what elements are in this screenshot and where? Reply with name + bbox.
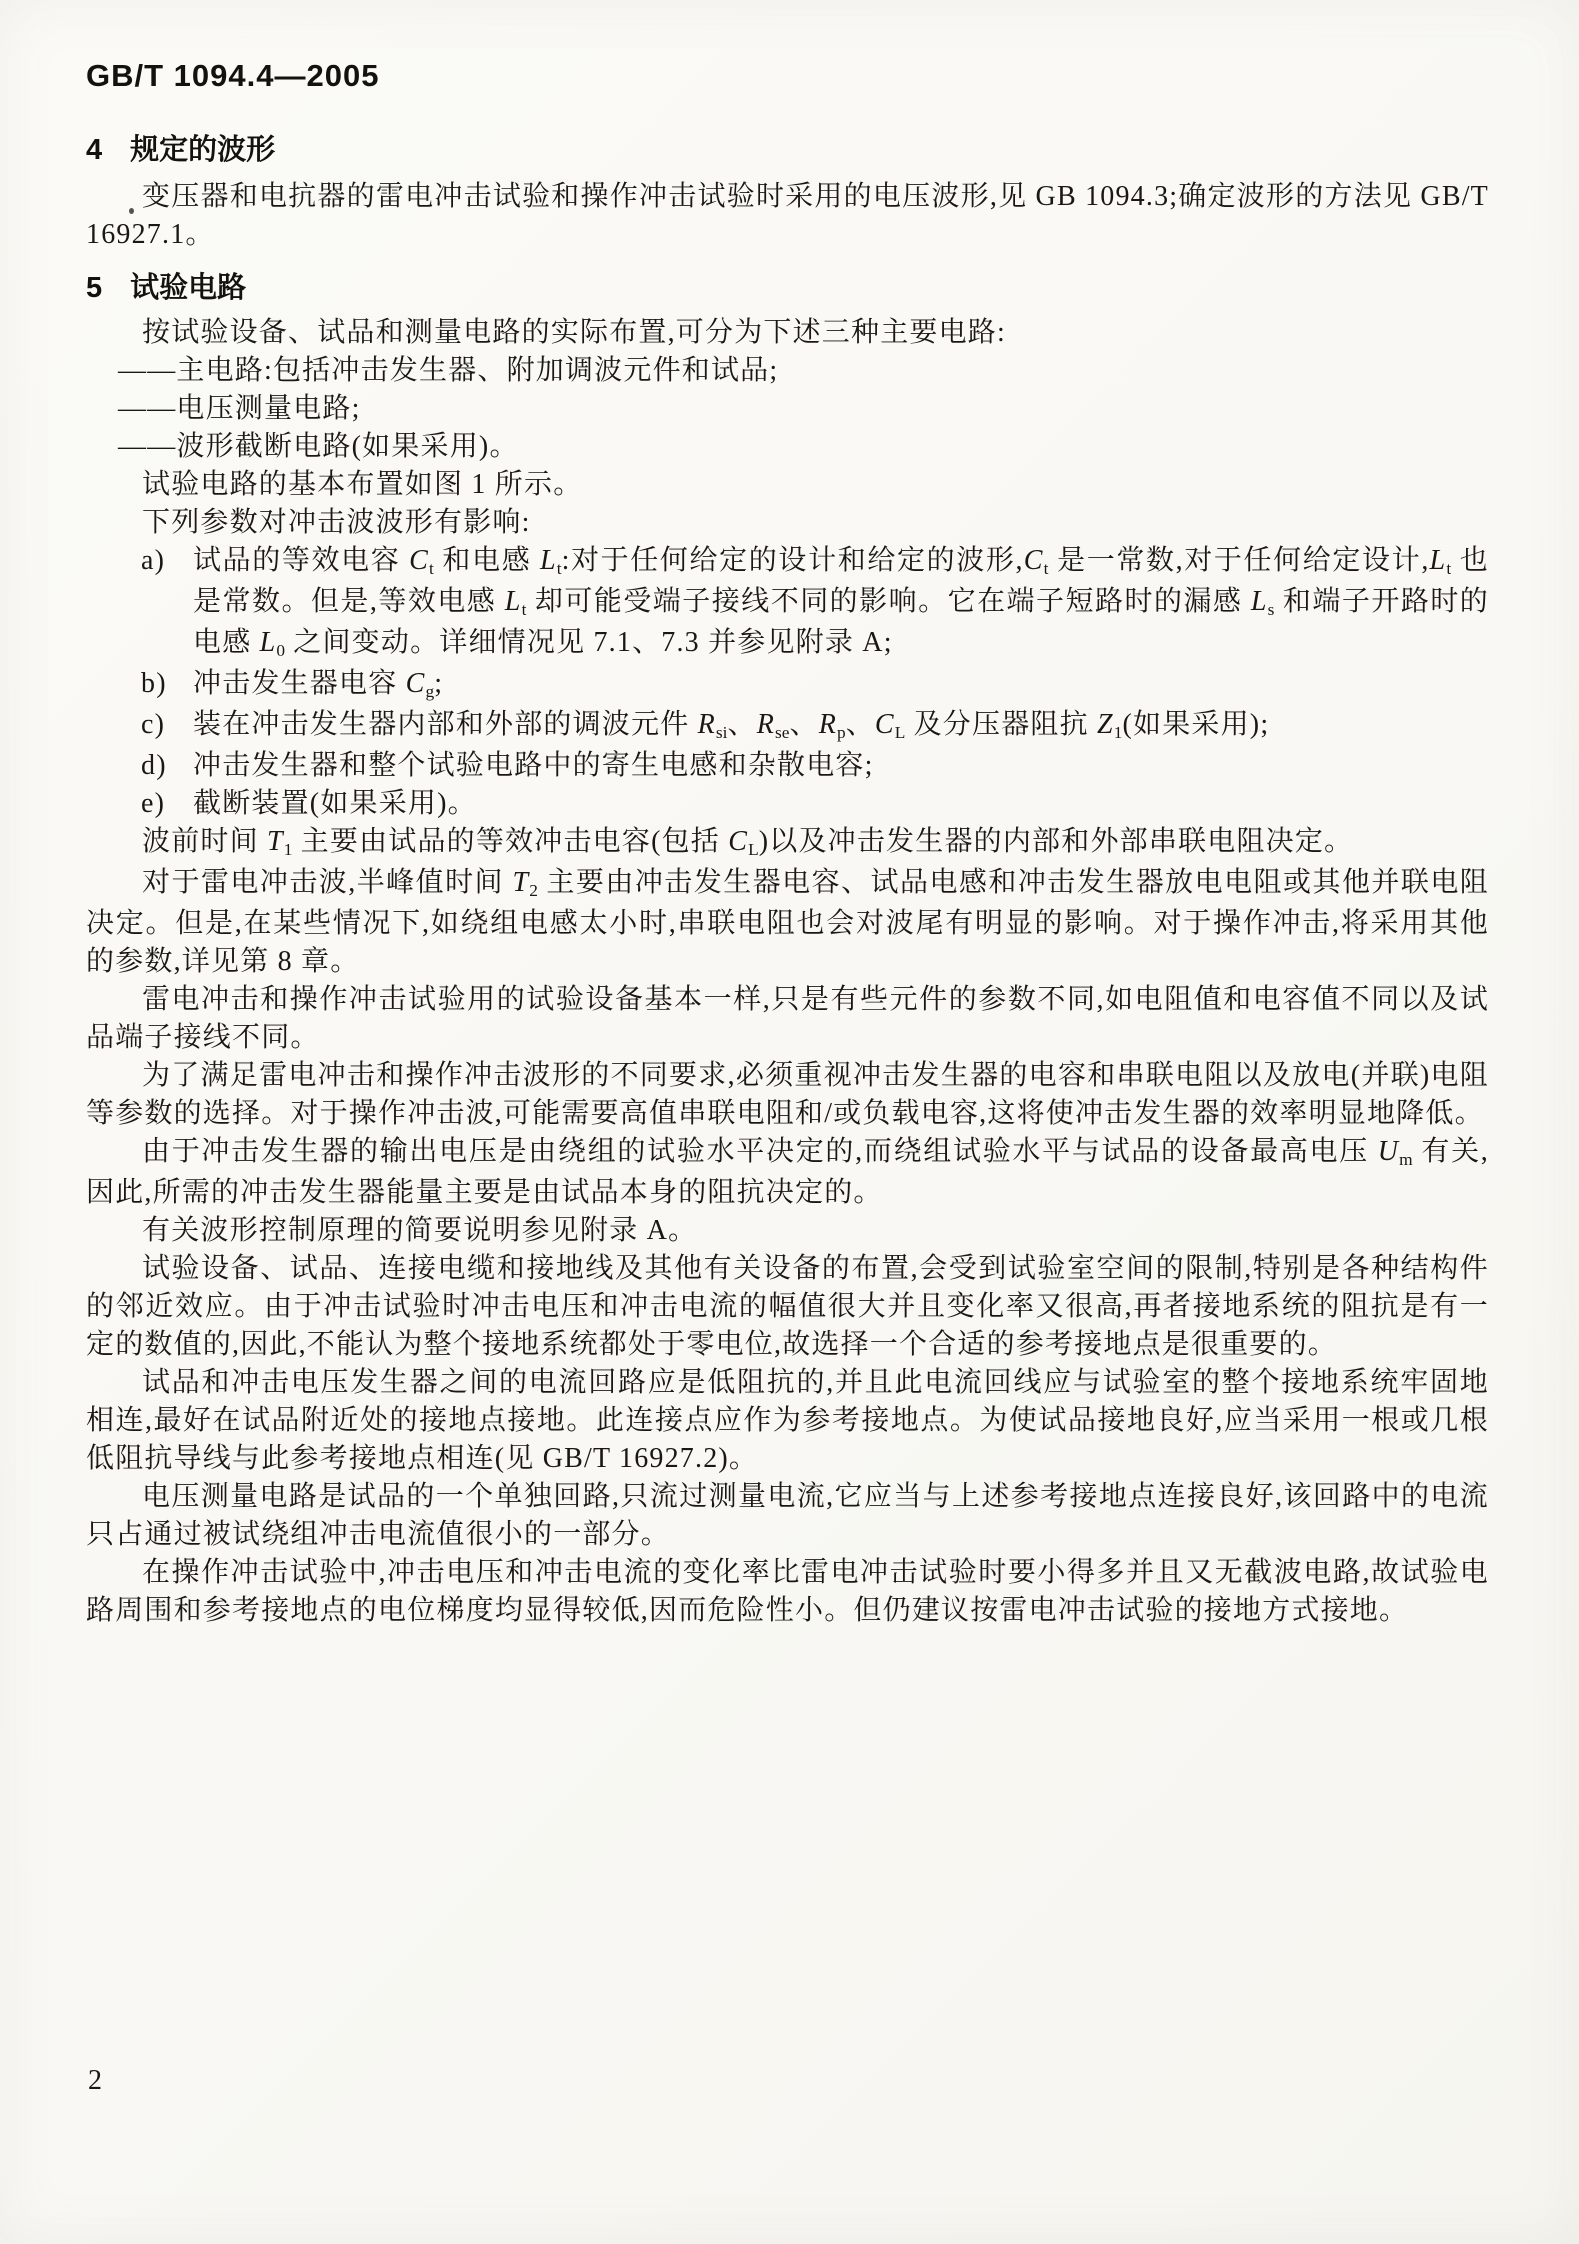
page-number: 2 [88, 2065, 102, 2096]
list-item-d-label: d) [141, 750, 167, 781]
list-item-a [86, 542, 1489, 665]
parameters-intro-line: 下列参数对冲击波波形有影响: [142, 507, 531, 538]
section-5-heading [86, 268, 1489, 308]
section-5-intro: 按试验设备、试品和测量电路的实际布置,可分为下述三种主要电路: [142, 317, 1006, 348]
paragraph-annex-a-reference: 有关波形控制原理的简要说明参见附录 A。 [142, 1215, 698, 1246]
dash-item-main-circuit: ——主电路:包括冲击发生器、附加调波元件和试品; [118, 355, 779, 386]
section-4-paragraph: 变压器和电抗器的雷电冲击试验和操作冲击试验时采用的电压波形,见 GB 1094.3;确定波形的方法见 GB/T 16927.1。 [86, 181, 1489, 250]
dash-item-voltage-measure: ——电压测量电路; [118, 393, 361, 424]
list-item-c [86, 706, 1489, 747]
list-item-d [86, 747, 1489, 785]
paragraph-switching-impulse-grounding: 在操作冲击试验中,冲击电压和冲击电流的变化率比雷电冲击试验时要小得多并且又无截波电路,故试验电路周围和参考接地点的电位梯度均显得较低,因而危险性小。但仍建议按雷电冲击试验的接地方式接地。 [86, 1557, 1489, 1626]
scan-artifact-dot [129, 208, 134, 214]
list-item-d-text: 冲击发生器和整个试验电路中的寄生电感和杂散电容; [193, 750, 874, 781]
paragraph-layout-grounding: 试验设备、试品、连接电缆和接地线及其他有关设备的布置,会受到试验室空间的限制,特别是各种结构件的邻近效应。由于冲击试验时冲击电压和冲击电流的幅值很大并且变化率又很高,再者接地系统的阻抗是有一定的数值的,因此,不能认为整个接地系统都处于零电位,故选择一个合适的参考接地点是很重要的。 [86, 1253, 1489, 1360]
list-item-a-label: a) [141, 545, 166, 576]
paragraph-generator-output: 由于冲击发生器的输出电压是由绕组的试验水平决定的,而绕组试验水平与试品的设备最高电压 $U_m$ 有关,因此,所需的冲击发生器能量主要是由试品本身的阻抗决定的。 [86, 1136, 1489, 1208]
list-item-b-text: 冲击发生器电容 $C_g$; [193, 668, 444, 701]
list-item-c-text: 装在冲击发生器内部和外部的调波元件 $R_{si}$、$R_{se}$、$R_p$、$C_L$ 及分压器阻抗 $Z_1$(如果采用); [193, 709, 1270, 742]
list-item-a-text: 试品的等效电容 $C_t$ 和电感 $L_t$:对于任何给定的设计和给定的波形$,C_t$ 是一常数,对于任何给定设计$,L_t$ 也是常数。但是,等效电感 $L_t$ 却可能受端子接线不同的影响。它在端子短路时的漏感 $L_s$ 和端子开路时的电感 $L_0$ 之间变动。详细情况见 7.1、7.3 并参见附录 A; [193, 545, 1490, 660]
section-4-heading [86, 130, 1489, 170]
paragraph-half-value-time: 对于雷电冲击波,半峰值时间 $T_2$ 主要由冲击发生器电容、试品电感和冲击发生器放电电阻或其他并联电阻决定。但是,在某些情况下,如绕组电感太小时,串联电阻也会对波尾有明显的影响。对于操作冲击,将采用其他的参数,详见第 8 章。 [86, 867, 1489, 977]
list-item-e-label: e) [141, 788, 166, 819]
list-item-b-label: b) [141, 668, 167, 699]
paragraph-equipment-same: 雷电冲击和操作冲击试验用的试验设备基本一样,只是有些元件的参数不同,如电阻值和电容值不同以及试品端子接线不同。 [86, 984, 1489, 1053]
paragraph-voltage-measure-loop: 电压测量电路是试品的一个单独回路,只流过测量电流,它应当与上述参考接地点连接良好,该回路中的电流只占通过被试绕组冲击电流值很小的一部分。 [86, 1481, 1489, 1550]
paragraph-parameter-selection: 为了满足雷电冲击和操作冲击波形的不同要求,必须重视冲击发生器的电容和串联电阻以及放电(并联)电阻等参数的选择。对于操作冲击波,可能需要高值串联电阻和/或负载电容,这将使冲击发生器的效率明显地降低。 [86, 1060, 1489, 1129]
section-4-number: 4 [86, 134, 103, 166]
section-4-title: 规定的波形 [130, 134, 276, 166]
dash-item-chopping-circuit: ——波形截断电路(如果采用)。 [118, 431, 519, 462]
paragraph-front-time: 波前时间 $T_1$ 主要由试品的等效冲击电容(包括 $C_L$)以及冲击发生器的内部和外部串联电阻决定。 [142, 826, 1354, 859]
list-item-b [86, 665, 1489, 706]
figure-reference-line: 试验电路的基本布置如图 1 所示。 [142, 469, 583, 500]
section-5-number: 5 [86, 272, 103, 304]
list-item-c-label: c) [141, 709, 166, 740]
doc-number: GB/T 1094.4—2005 [86, 58, 380, 93]
paragraph-current-loop: 试品和冲击电压发生器之间的电流回路应是低阻抗的,并且此电流回线应与试验室的整个接地系统牢固地相连,最好在试品附近处的接地点接地。此连接点应作为参考接地点。为使试品接地良好,应当采用一根或几根低阻抗导线与此参考接地点相连(见 GB/T 16927.2)。 [86, 1367, 1489, 1474]
list-item-e [86, 785, 1489, 823]
section-5-title: 试验电路 [130, 272, 247, 304]
list-item-e-text: 截断装置(如果采用)。 [193, 788, 477, 819]
